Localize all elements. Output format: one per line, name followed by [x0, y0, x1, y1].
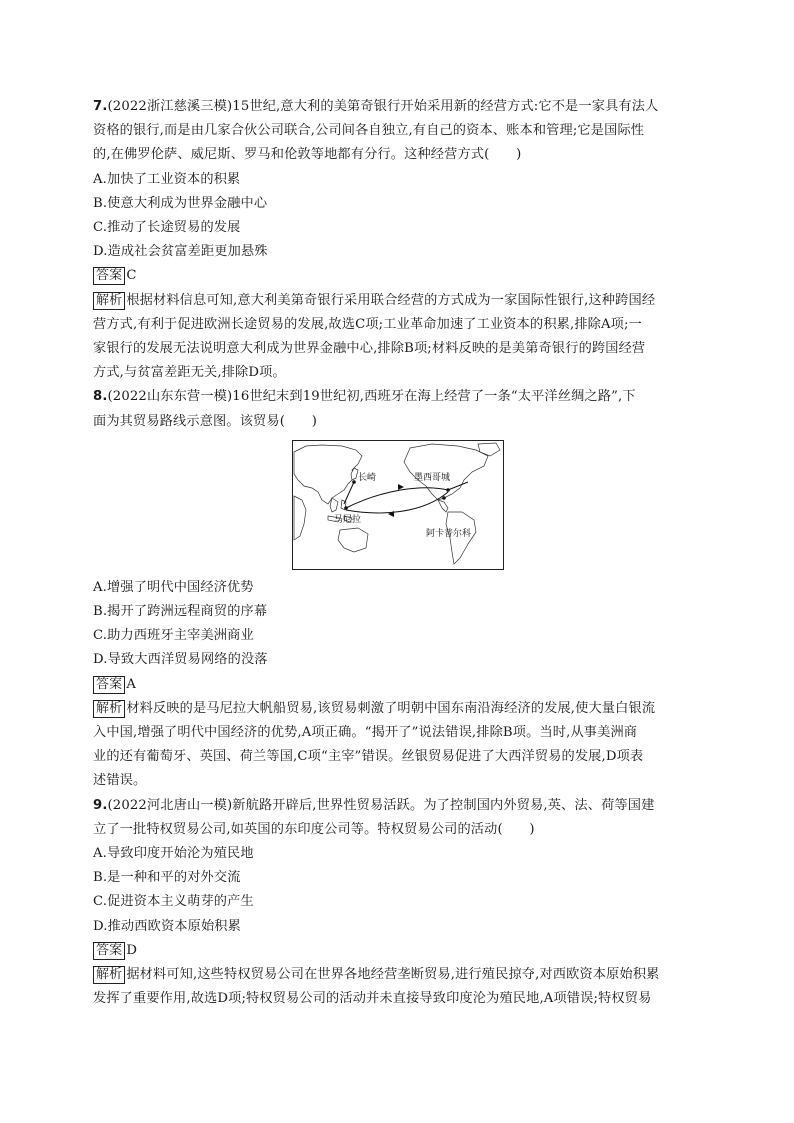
- question-9-option-c: C.促进资本主义萌芽的产生: [93, 894, 254, 910]
- question-9-analysis-1: [93, 963, 701, 987]
- question-8-option-b: B.揭开了跨洲远程商贸的序幕: [93, 604, 268, 620]
- label-nagasaki: 长崎: [358, 472, 377, 483]
- answer-tag: 答案: [93, 267, 125, 285]
- question-8-analysis-4: 述错误。: [93, 773, 147, 789]
- question-9-line-1: [93, 794, 701, 818]
- question-9-option-a: A.导致印度开始沦为殖民地: [93, 846, 254, 862]
- question-8-analysis-1: [93, 697, 701, 721]
- analysis-text: 根据材料信息可知,意大利美第奇银行采用联合经营的方式成为一家国际性银行,这种跨国经: [126, 292, 656, 308]
- label-mexico-city: 墨西哥城: [414, 472, 451, 483]
- question-8-option-a: A.增强了明代中国经济优势: [93, 579, 254, 595]
- analysis-tag: 解析: [93, 292, 125, 310]
- question-8-line-2: 面为其贸易路线示意图。该贸易( ): [93, 413, 317, 429]
- question-7-analysis-2: 营方式,有利于促进欧洲长途贸易的发展,故选C项;工业革命加速了工业资本的积累,排除A项;一: [93, 316, 642, 332]
- question-7-analysis-4: 方式,与贫富差距无关,排除D项。: [93, 365, 286, 381]
- question-7-analysis-1: [93, 289, 701, 313]
- question-9-text-1: (2022河北唐山一模)新航路开辟后,世界性贸易活跃。为了控制国内外贸易,英、法、荷等国建: [107, 797, 655, 813]
- question-7-line-1: [93, 95, 701, 119]
- question-8-number: 8.: [93, 389, 108, 405]
- question-7: [93, 95, 701, 385]
- world-map-image: [292, 440, 504, 570]
- answer-tag: 答案: [93, 676, 125, 694]
- answer-value: A: [126, 676, 136, 692]
- question-8-answer: [93, 673, 701, 697]
- question-7-option-d: D.造成社会贫富差距更加悬殊: [93, 244, 268, 260]
- question-9-answer: [93, 939, 701, 963]
- question-7-line-3: 的,在佛罗伦萨、威尼斯、罗马和伦敦等地都有分行。这种经营方式( ): [93, 147, 522, 163]
- label-manila: 马尼拉: [334, 514, 362, 525]
- question-7-text-1: (2022浙江慈溪三模)15世纪,意大利的美第奇银行开始采用新的经营方式:它不是一家具有法人: [107, 99, 659, 114]
- question-9-number: 9.: [93, 797, 108, 813]
- question-7-answer: [93, 264, 701, 288]
- question-8: [93, 385, 701, 793]
- question-7-analysis-3: 家银行的发展无法说明意大利成为世界金融中心,排除B项;材料反映的是美第奇银行的跨国经营: [93, 341, 646, 357]
- answer-value: D: [126, 942, 138, 958]
- analysis-tag: 解析: [93, 700, 125, 718]
- question-7-option-b: B.使意大利成为世界金融中心: [93, 195, 268, 211]
- label-acapulco: 阿卡普尔科: [426, 528, 472, 539]
- question-9-option-d: D.推动西欧资本原始积累: [93, 918, 241, 934]
- question-8-line-1: [93, 385, 701, 409]
- question-9: [93, 794, 701, 1012]
- question-7-option-a: A.加快了工业资本的积累: [93, 171, 241, 187]
- trade-route-map: [292, 440, 504, 570]
- question-7-number: 7.: [93, 99, 108, 114]
- answer-tag: 答案: [93, 942, 125, 960]
- question-8-option-d: D.导致大西洋贸易网络的没落: [93, 652, 268, 668]
- question-8-analysis-3: 业的还有葡萄牙、英国、荷兰等国,C项“主宰”错误。丝银贸易促进了大西洋贸易的发展,D项表: [93, 749, 644, 765]
- question-8-option-c: C.助力西班牙主宰美洲商业: [93, 628, 254, 644]
- question-9-line-2: 立了一批特权贸易公司,如英国的东印度公司等。特权贸易公司的活动( ): [93, 821, 535, 837]
- question-9-analysis-2: 发挥了重要作用,故选D项;特权贸易公司的活动并未直接导致印度沦为殖民地,A项错误;特权贸易: [93, 991, 652, 1007]
- question-7-line-2: 资格的银行,而是由几家合伙公司联合,公司间各自独立,有自己的资本、账本和管理;它是国际性: [93, 123, 645, 139]
- question-8-analysis-2: 入中国,增强了明代中国经济的优势,A项正确。“揭开了”说法错误,排除B项。当时,从事美洲商: [93, 725, 638, 741]
- analysis-text: 材料反映的是马尼拉大帆船贸易,该贸易刺激了明朝中国东南沿海经济的发展,使大量白银流: [126, 700, 656, 716]
- document-page: [93, 95, 701, 1012]
- analysis-tag: 解析: [93, 966, 125, 984]
- question-7-option-c: C.推动了长途贸易的发展: [93, 220, 241, 236]
- answer-value: C: [126, 268, 137, 284]
- question-9-option-b: B.是一种和平的对外交流: [93, 870, 241, 886]
- analysis-text: 据材料可知,这些特权贸易公司在世界各地经营垄断贸易,进行殖民掠夺,对西欧资本原始积累: [126, 967, 660, 983]
- question-8-text-1: (2022山东东营一模)16世纪末到19世纪初,西班牙在海上经营了一条“太平洋丝绸之路”,下: [107, 389, 636, 405]
